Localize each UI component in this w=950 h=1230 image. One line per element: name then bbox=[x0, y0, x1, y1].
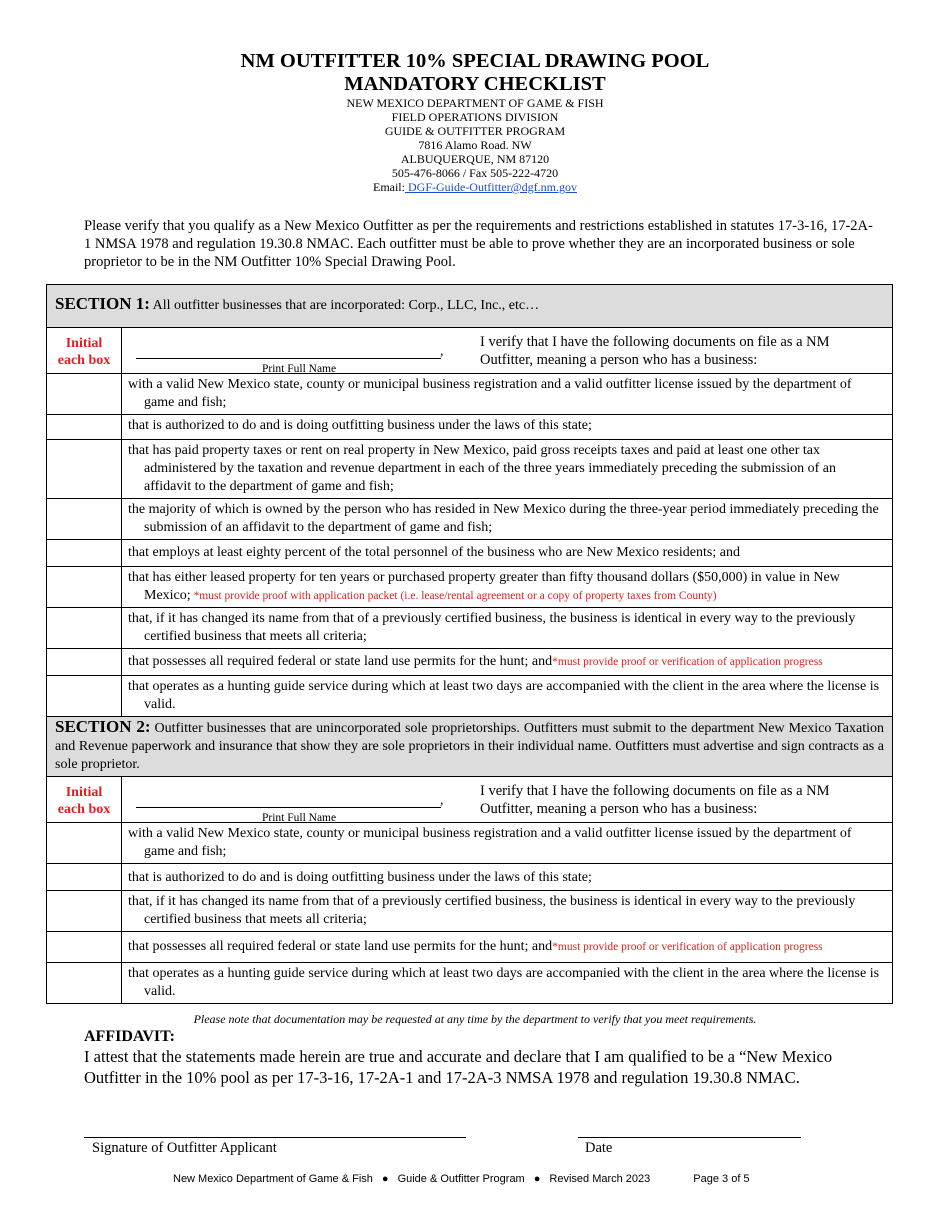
section-1-label: SECTION 1: bbox=[55, 294, 150, 313]
print-name-field[interactable] bbox=[122, 777, 893, 823]
footer-program: Guide & Outfitter Program bbox=[397, 1173, 525, 1185]
name-line bbox=[136, 807, 441, 808]
initial-box[interactable] bbox=[47, 891, 122, 932]
table-row bbox=[47, 374, 893, 415]
verify-statement: I verify that I have the following documents on file as a NM Outfitter, meaning a person who has a business: bbox=[480, 783, 830, 817]
checklist-table bbox=[46, 284, 893, 1004]
requirement-item: that has paid property taxes or rent on real property in New Mexico, paid gross receipts taxes and paid at least one other tax administered by the taxation and revenue department in each of the three years immediately preceding the submission of an affidavit to the department of game and fish; bbox=[122, 440, 893, 499]
title-line-2: MANDATORY CHECKLIST bbox=[344, 73, 606, 95]
initial-box[interactable] bbox=[47, 864, 122, 891]
email-link[interactable]: DGF-Guide-Outfitter@dgf.nm.gov bbox=[404, 180, 578, 194]
affidavit-text: I attest that the statements made herein are true and accurate and declare that I am qualified to be a “New Mexico Outfitter in the 10% pool as per 17-3-16, 17-2A-1 and 17-2A-3 NMSA 1978 and regulation 19.30.8 NMAC. bbox=[84, 1047, 833, 1087]
initial-label-line1: Initial bbox=[65, 336, 103, 351]
initial-box[interactable] bbox=[47, 440, 122, 499]
initial-header bbox=[47, 328, 122, 374]
requirement-item: with a valid New Mexico state, county or municipal business registration and a valid outfitter license issued by the department of game and fish; bbox=[122, 374, 893, 415]
name-line bbox=[136, 358, 441, 359]
section-2-text: Outfitter businesses that are unincorporated sole proprietorships. Outfitters must submit to the department New Mexico Taxation and Revenue paperwork and insurance that show they are sole proprietors in their individual name. Outfitters must advertise and sign contracts as a sole proprietor. bbox=[55, 721, 884, 772]
section-2-header bbox=[47, 717, 893, 777]
initial-box[interactable] bbox=[47, 963, 122, 1004]
city-address: ALBUQUERQUE, NM 87120 bbox=[400, 152, 550, 166]
section-1-name-row bbox=[47, 328, 893, 374]
table-row bbox=[47, 676, 893, 717]
section-1-text: All outfitter businesses that are incorporated: Corp., LLC, Inc., etc… bbox=[149, 298, 540, 313]
table-row bbox=[47, 415, 893, 440]
table-row bbox=[47, 963, 893, 1004]
date-label: Date bbox=[585, 1140, 613, 1156]
initial-box[interactable] bbox=[47, 540, 122, 567]
table-row bbox=[47, 440, 893, 499]
verify-statement: I verify that I have the following documents on file as a NM Outfitter, meaning a person who has a business: bbox=[480, 334, 830, 368]
initial-box[interactable] bbox=[47, 415, 122, 440]
initial-box[interactable] bbox=[47, 932, 122, 963]
division-name: FIELD OPERATIONS DIVISION bbox=[391, 110, 559, 124]
affidavit-title: AFFIDAVIT: bbox=[84, 1028, 175, 1045]
name-comma: , bbox=[440, 344, 444, 359]
print-name-field[interactable] bbox=[122, 328, 893, 374]
signature-line[interactable] bbox=[84, 1137, 466, 1138]
initial-label-line2: each box bbox=[57, 353, 111, 368]
requirement-item: the majority of which is owned by the person who has resided in New Mexico during the three-year period immediately preceding the submission of an affidavit to the department of game and fish; bbox=[122, 499, 893, 540]
department-name: NEW MEXICO DEPARTMENT OF GAME & FISH bbox=[346, 96, 604, 110]
section-2-name-row bbox=[47, 777, 893, 823]
table-row bbox=[47, 499, 893, 540]
table-row bbox=[47, 823, 893, 864]
street-address: 7816 Alamo Road. NW bbox=[418, 138, 532, 152]
footer-dept: New Mexico Department of Game & Fish bbox=[173, 1173, 373, 1185]
page-footer bbox=[173, 1173, 750, 1185]
requirement-item: that, if it has changed its name from that of a previously certified business, the business is identical in every way to the previously certified business that meets all criteria; bbox=[122, 891, 893, 932]
initial-box[interactable] bbox=[47, 649, 122, 676]
requirement-item: that operates as a hunting guide service during which at least two days are accompanied with the client in the area where the license is valid. bbox=[122, 963, 893, 1004]
table-row bbox=[47, 567, 893, 608]
initial-box[interactable] bbox=[47, 676, 122, 717]
table-row bbox=[47, 649, 893, 676]
program-name: GUIDE & OUTFITTER PROGRAM bbox=[384, 124, 566, 138]
initial-label-line1: Initial bbox=[65, 785, 103, 800]
table-row bbox=[47, 608, 893, 649]
proof-note: *must provide proof with application packet (i.e. lease/rental agreement or a copy of property taxes from County) bbox=[190, 590, 717, 602]
requirement-item: that possesses all required federal or state land use permits for the hunt; and*must provide proof or verification of application progress bbox=[122, 932, 893, 963]
table-row bbox=[47, 891, 893, 932]
proof-note: *must provide proof or verification of application progress bbox=[552, 656, 823, 668]
intro-paragraph: Please verify that you qualify as a New Mexico Outfitter as per the requirements and restrictions established in statutes 17-3-16, 17-2A-1 NMSA 1978 and regulation 19.30.8 NMAC. Each outfitter must be able to prove whether they are an incorporated business or sole proprietor to be in the NM Outfitter 10% Special Drawing Pool. bbox=[84, 218, 873, 270]
table-row bbox=[47, 864, 893, 891]
requirement-item: that has either leased property for ten years or purchased property greater than fifty thousand dollars ($50,000) in value in New Mexico; *must provide proof with application packet (i.e. lease/rental agreement or a copy of property taxes from County) bbox=[122, 567, 893, 608]
initial-box[interactable] bbox=[47, 374, 122, 415]
name-comma: , bbox=[440, 793, 444, 808]
section-2-header-row bbox=[47, 717, 893, 777]
bullet-icon: ● bbox=[533, 1173, 541, 1185]
date-line[interactable] bbox=[578, 1137, 801, 1138]
initial-label-line2: each box bbox=[57, 802, 111, 817]
requirement-item: that operates as a hunting guide service during which at least two days are accompanied with the client in the area where the license is valid. bbox=[122, 676, 893, 717]
email-row bbox=[0, 180, 950, 194]
requirement-item: that employs at least eighty percent of the total personnel of the business who are New Mexico residents; and bbox=[122, 540, 893, 567]
section-2-label: SECTION 2: bbox=[55, 717, 151, 736]
initial-header bbox=[47, 777, 122, 823]
initial-box[interactable] bbox=[47, 823, 122, 864]
requirement-item: that is authorized to do and is doing outfitting business under the laws of this state; bbox=[122, 415, 893, 440]
bullet-icon: ● bbox=[381, 1173, 389, 1185]
section-1-header bbox=[47, 285, 893, 328]
print-name-label: Print Full Name bbox=[262, 363, 337, 375]
initial-box[interactable] bbox=[47, 608, 122, 649]
table-row bbox=[47, 932, 893, 963]
title-line-1: NM OUTFITTER 10% SPECIAL DRAWING POOL bbox=[240, 50, 710, 72]
requirement-item: with a valid New Mexico state, county or municipal business registration and a valid outfitter license issued by the department of game and fish; bbox=[122, 823, 893, 864]
phone-fax: 505-476-8066 / Fax 505-222-4720 bbox=[391, 166, 559, 180]
initial-box[interactable] bbox=[47, 499, 122, 540]
document-header bbox=[0, 50, 950, 194]
print-name-label: Print Full Name bbox=[262, 812, 337, 824]
signature-label: Signature of Outfitter Applicant bbox=[92, 1140, 277, 1156]
page-number: Page 3 of 5 bbox=[693, 1173, 750, 1185]
documentation-note: Please note that documentation may be requested at any time by the department to verify that you meet requirements. bbox=[193, 1012, 757, 1026]
email-label: Email: bbox=[372, 180, 405, 194]
footer-revised: Revised March 2023 bbox=[549, 1173, 651, 1185]
requirement-item: that is authorized to do and is doing outfitting business under the laws of this state; bbox=[122, 864, 893, 891]
section-1-header-row bbox=[47, 285, 893, 328]
table-row bbox=[47, 540, 893, 567]
initial-box[interactable] bbox=[47, 567, 122, 608]
proof-note: *must provide proof or verification of application progress bbox=[552, 941, 823, 953]
requirement-item: that possesses all required federal or state land use permits for the hunt; and*must provide proof or verification of application progress bbox=[122, 649, 893, 676]
requirement-item: that, if it has changed its name from that of a previously certified business, the business is identical in every way to the previously certified business that meets all criteria; bbox=[122, 608, 893, 649]
